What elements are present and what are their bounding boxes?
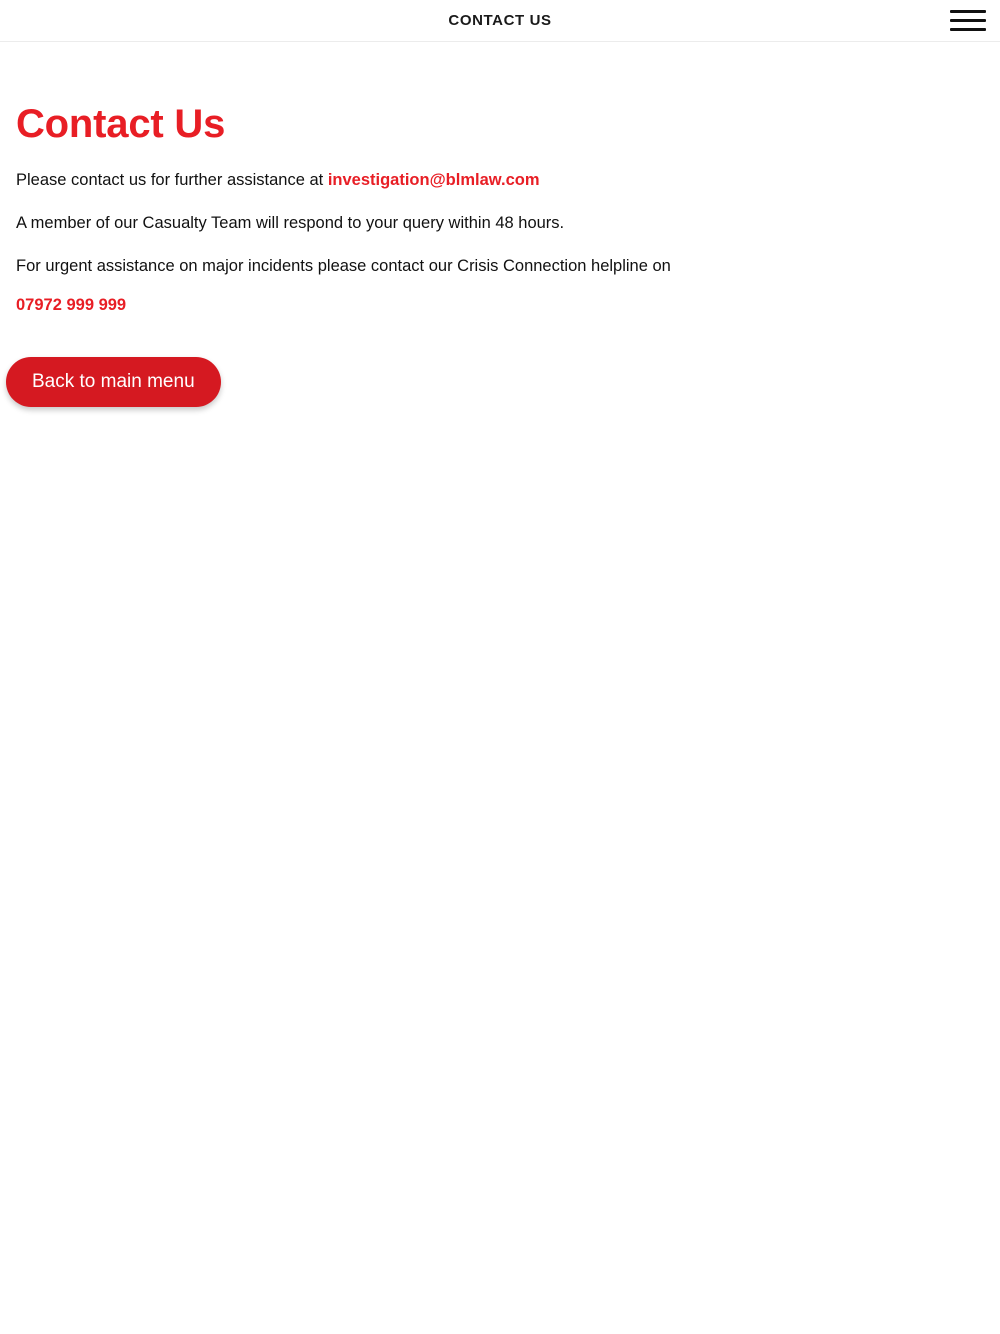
urgent-assistance-paragraph: For urgent assistance on major incidents please contact our Crisis Connection helpline on [16, 256, 671, 275]
menu-bar-1 [950, 10, 986, 13]
page-header-title: CONTACT US [448, 12, 552, 29]
top-bar [0, 0, 1000, 42]
response-time-paragraph: A member of our Casualty Team will respond to your query within 48 hours. [16, 213, 565, 232]
menu-bar-2 [950, 19, 986, 22]
hamburger-menu-icon[interactable] [950, 6, 986, 36]
menu-bar-3 [950, 28, 986, 31]
button-row [16, 357, 984, 407]
crisis-helpline-number[interactable]: 07972 999 999 [16, 296, 127, 315]
page-title: Contact Us [16, 102, 226, 146]
back-to-main-menu-button[interactable]: Back to main menu [6, 357, 221, 407]
contact-email-link[interactable]: investigation@blmlaw.com [327, 171, 540, 189]
main-content [0, 42, 1000, 407]
contact-instruction-text: Please contact us for further assistance at [16, 171, 328, 189]
contact-instruction-paragraph [16, 168, 984, 193]
